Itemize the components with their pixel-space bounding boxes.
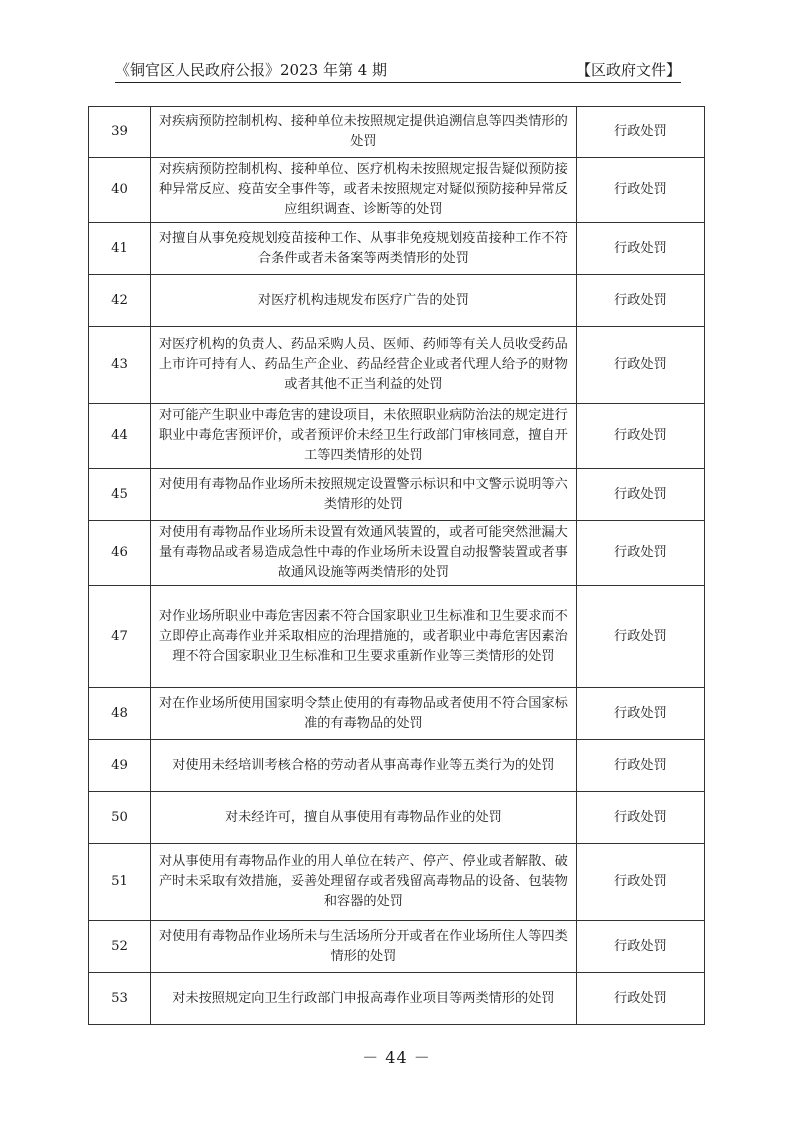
table-row — [89, 792, 705, 844]
table-row — [89, 973, 705, 1025]
row-type: 行政处罚 — [576, 223, 704, 275]
header-rule — [115, 82, 681, 83]
page-number: － 44 － — [362, 1048, 431, 1067]
row-content: 对擅自从事免疫规划疫苗接种工作、从事非免疫规划疫苗接种工作不符合条件或者未备案等两类情形的处罚 — [151, 223, 577, 275]
row-number: 43 — [89, 327, 151, 404]
table-row — [89, 275, 705, 327]
row-number: 48 — [89, 688, 151, 740]
row-type: 行政处罚 — [576, 521, 704, 586]
row-number: 42 — [89, 275, 151, 327]
page-header — [115, 52, 681, 80]
row-type: 行政处罚 — [576, 158, 704, 223]
row-number: 53 — [89, 973, 151, 1025]
row-number: 52 — [89, 921, 151, 973]
row-content: 对作业场所职业中毒危害因素不符合国家职业卫生标准和卫生要求而不立即停止高毒作业并采取相应的治理措施的，或者职业中毒危害因素治理不符合国家职业卫生标准和卫生要求重新作业等三类情形的处罚 — [151, 586, 577, 688]
row-content: 对疾病预防控制机构、接种单位未按照规定提供追溯信息等四类情形的处罚 — [151, 107, 577, 158]
table-row — [89, 586, 705, 688]
row-content: 对从事使用有毒物品作业的用人单位在转产、停产、停业或者解散、破产时未采取有效措施，妥善处理留存或者残留高毒物品的设备、包装物和容器的处罚 — [151, 844, 577, 921]
table-row — [89, 844, 705, 921]
row-number: 40 — [89, 158, 151, 223]
row-type: 行政处罚 — [576, 740, 704, 792]
row-content: 对使用未经培训考核合格的劳动者从事高毒作业等五类行为的处罚 — [151, 740, 577, 792]
row-type: 行政处罚 — [576, 973, 704, 1025]
gazette-title: 《铜官区人民政府公报》2023 年第 4 期 — [115, 61, 388, 79]
row-content: 对使用有毒物品作业场所未按照规定设置警示标识和中文警示说明等六类情形的处罚 — [151, 469, 577, 521]
row-number: 45 — [89, 469, 151, 521]
table-row — [89, 107, 705, 158]
row-type: 行政处罚 — [576, 844, 704, 921]
row-type: 行政处罚 — [576, 921, 704, 973]
row-content: 对使用有毒物品作业场所未与生活场所分开或者在作业场所住人等四类情形的处罚 — [151, 921, 577, 973]
table-row — [89, 404, 705, 469]
row-number: 49 — [89, 740, 151, 792]
penalty-items-table — [88, 106, 705, 1025]
row-content: 对医疗机构的负责人、药品采购人员、医师、药师等有关人员收受药品上市许可持有人、药品生产企业、药品经营企业或者代理人给予的财物或者其他不正当利益的处罚 — [151, 327, 577, 404]
table-row — [89, 469, 705, 521]
table-row — [89, 158, 705, 223]
row-type: 行政处罚 — [576, 107, 704, 158]
table-row — [89, 740, 705, 792]
row-content: 对可能产生职业中毒危害的建设项目，未依照职业病防治法的规定进行职业中毒危害预评价，或者预评价未经卫生行政部门审核同意，擅自开工等四类情形的处罚 — [151, 404, 577, 469]
row-content: 对未经许可，擅自从事使用有毒物品作业的处罚 — [151, 792, 577, 844]
row-number: 41 — [89, 223, 151, 275]
row-number: 47 — [89, 586, 151, 688]
row-content: 对使用有毒物品作业场所未设置有效通风装置的，或者可能突然泄漏大量有毒物品或者易造成急性中毒的作业场所未设置自动报警装置或者事故通风设施等两类情形的处罚 — [151, 521, 577, 586]
row-type: 行政处罚 — [576, 404, 704, 469]
table-row — [89, 921, 705, 973]
row-content: 对疾病预防控制机构、接种单位、医疗机构未按照规定报告疑似预防接种异常反应、疫苗安全事件等，或者未按照规定对疑似预防接种异常反应组织调查、诊断等的处罚 — [151, 158, 577, 223]
row-type: 行政处罚 — [576, 792, 704, 844]
row-number: 50 — [89, 792, 151, 844]
row-type: 行政处罚 — [576, 469, 704, 521]
row-number: 51 — [89, 844, 151, 921]
row-type: 行政处罚 — [576, 586, 704, 688]
row-number: 46 — [89, 521, 151, 586]
table-row — [89, 521, 705, 586]
table-row — [89, 223, 705, 275]
row-content: 对医疗机构违规发布医疗广告的处罚 — [151, 275, 577, 327]
row-type: 行政处罚 — [576, 275, 704, 327]
table-row — [89, 688, 705, 740]
row-type: 行政处罚 — [576, 327, 704, 404]
row-content: 对在作业场所使用国家明令禁止使用的有毒物品或者使用不符合国家标准的有毒物品的处罚 — [151, 688, 577, 740]
row-number: 44 — [89, 404, 151, 469]
table-row — [89, 327, 705, 404]
section-label: 【区政府文件】 — [575, 61, 681, 79]
row-type: 行政处罚 — [576, 688, 704, 740]
row-content: 对未按照规定向卫生行政部门申报高毒作业项目等两类情形的处罚 — [151, 973, 577, 1025]
row-number: 39 — [89, 107, 151, 158]
